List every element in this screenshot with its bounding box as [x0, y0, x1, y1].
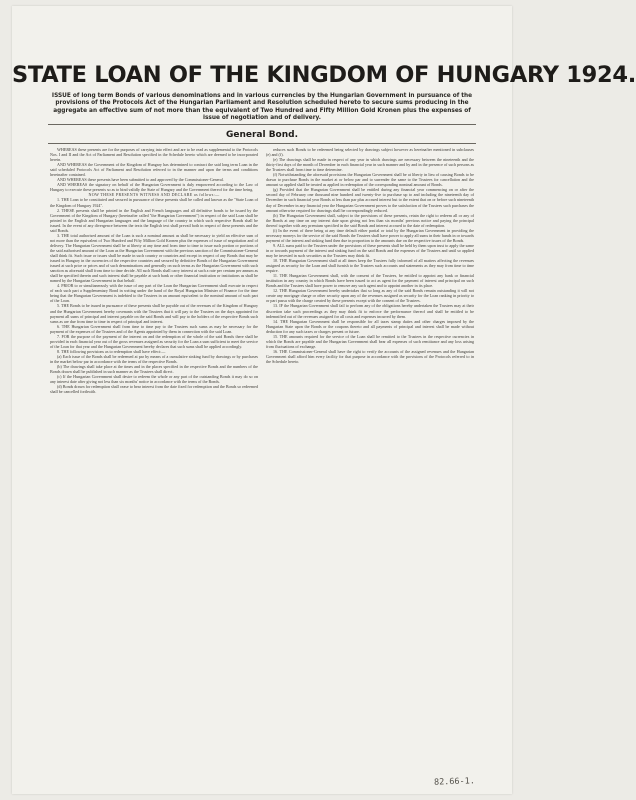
- paragraph: 9. ALL sums paid to the Trustees under the provisions of these presents shall be held by them upon trust to apply the same in or towards payment of the interest and sinking fund on the said Bonds and the expenses of the Trustees and until so applied may be invested in such securities as the Trustees may think fit.: [266, 242, 474, 258]
- document-intro: ISSUE of long term Bonds of various denominations and in various currencies by the Hungarian Government in pursuance of the provisions of the Protocols Act of the Hungarian Parliament and Resolution scheduled hereto to secure sums producing in the aggregate an effective sum of not more than the equivalent of Two Hundred and Fifty Million Gold Kronen plus the expenses of issue of negotiation and of delivery.: [51, 93, 473, 122]
- paragraph: 3. THE total authorised amount of the Loan is such a nominal amount as shall be necessary to yield an effective sum of not more than the equivalent of Two Hundred and Fifty Million Gold Kronen plus the expenses of issue of negotiation and of delivery. The Hungarian Government shall be at liberty at any time and from time to time to issue such portion or portions of the said authorised amount of the Loan as the Hungarian Government with the previous sanction of the Commissioner-General shall think fit. Such issue or issues shall be made in such country or countries and except in respect of any Bonds that may be issued in Hungary in the currencies of the respective countries and secured by definitive Bonds of the Hungarian Government issued at such price or prices and of such denominations and generally on such terms as the Hungarian Government with such sanction as aforesaid shall from time to time decide. All such Bonds shall carry interest at such a rate per centum per annum as shall be specified therein and such interest shall be payable at such bank or other financial institution or institutions as shall be named by the Hungarian Government in that behalf.: [50, 232, 258, 284]
- paragraph: (b) The drawings shall take place at the times and in the places specified in the respective Bonds and the numbers of the Bonds drawn shall be published in such manner as the Trustees shall direct.: [50, 364, 258, 375]
- divider: [48, 124, 476, 125]
- paragraph: 8. THE following provisions as to redemption shall have effect:—: [57, 348, 166, 354]
- body-columns: [50, 147, 474, 767]
- paragraph: (f) Notwithstanding the aforesaid provisions the Hungarian Government shall be at liberty in lieu of causing Bonds to be drawn to purchase Bonds in the market at or below par and to surrender the same to the Trustees for cancellation and the amount so applied shall be treated as applied in redemption of the corresponding nominal amount of Bonds.: [266, 172, 474, 188]
- section-heading: General Bond.: [225, 130, 299, 140]
- paragraph: (d) Bonds drawn for redemption shall cease to bear interest from the date fixed for redemption and the Bonds so redeemed shall be cancelled forthwith.: [50, 384, 258, 395]
- paragraph: 12. THE Hungarian Government hereby undertakes that so long as any of the said Bonds remain outstanding it will not create any mortgage charge or other security upon any of the revenues assigned as security for the Loan ranking in priority to or pari passu with the charge created by these presents except with the consent of the Trustees.: [266, 288, 474, 304]
- paragraph: 6. THE Hungarian Government shall from time to time pay to the Trustees such sums as may be necessary for the payment of the expenses of the Trustees and of the Agents appointed by them in connection with the said Loan.: [50, 323, 258, 334]
- document-title: STATE LOAN OF THE KINGDOM OF HUNGARY 1924.: [12, 62, 636, 88]
- right-column: [266, 147, 474, 767]
- paragraph: AND WHEREAS these presents have been submitted to and approved by the Commissioner-General.: [57, 177, 224, 183]
- paragraph: (i) In the event of there being at any time default either partial or total by the Hungarian Government in providing the necessary moneys for the service of the said Bonds the Trustees shall have power to apply all sums in their hands in or towards payment of the interest and sinking fund then due in proportion to the amounts due on the respective issues of the Bonds.: [266, 227, 474, 243]
- paragraph: AND WHEREAS the signatory on behalf of the Hungarian Government is duly empowered according to the Law of Hungary to execute these presents so as to bind validly the State of Hungary and the Government thereof for the time being.: [50, 182, 258, 193]
- document-page: [12, 6, 636, 794]
- paragraph: AND WHEREAS the Government of the Kingdom of Hungary has determined to contract the said long term Loan in the said scheduled Protocols Act of Parliament and Resolution referred to in the manner and upon the terms and conditions hereinafter contained.: [50, 162, 258, 178]
- paragraph: NOW THESE PRESENTS WITNESS AND DECLARE as follows:—: [88, 192, 220, 198]
- paragraph: (e) The drawings shall be made in respect of any year in which drawings are necessary between the nineteenth and the thirty-first days of the month of December in each financial year in such manner and by and in the presence of such persons as the Trustees shall from time to time determine.: [266, 157, 474, 173]
- paragraph: (g) Provided that the Hungarian Government shall be entitled during any financial year commencing on or after the second day of February one thousand nine hundred and twenty-five to purchase up to and including the nineteenth day of December in such financial year Bonds at less than par plus accrued interest but to the extent that on or before such nineteenth day of December in any financial year the Hungarian Government proves to the satisfaction of the Trustees such purchases the amount otherwise required for drawings shall be correspondingly reduced.: [266, 187, 474, 213]
- paragraph: 13. IF the Hungarian Government shall fail to perform any of the obligations hereby undertaken the Trustees may at their discretion take such proceedings as they may think fit to enforce the performance thereof and shall be entitled to be indemnified out of the revenues assigned for all costs and expenses incurred by them.: [266, 303, 474, 319]
- divider: [48, 143, 476, 144]
- paragraph: (c) If the Hungarian Government shall desire to redeem the whole or any part of the outstanding Bonds it may do so on any interest date after giving not less than six months' notice in accordance with the terms of the Bonds.: [50, 374, 258, 385]
- paragraph: 11. THE Hungarian Government shall, with the consent of the Trustees, be entitled to appoint any bank or financial institution in any country in which Bonds have been issued to act as agent for the payment of interest and principal on such Bonds and the Trustees shall have power to remove any such agent and to appoint another in its place.: [266, 273, 474, 289]
- left-column: [50, 147, 258, 767]
- paragraph: 7. FOR the purpose of the payment of the interest on and the redemption of the whole of the said Bonds there shall be provided in each financial year out of the gross revenues assigned as security for the Loan a sum sufficient to meet the service of the Loan for that year and the Hungarian Government hereby declares that such sums shall be applied accordingly.: [50, 333, 258, 349]
- paragraph: 16. THE Commissioner-General shall have the right to verify the accounts of the assigned revenues and the Hungarian Government shall afford him every facility for that purpose in accordance with the provisions of the Protocols referred to in the Schedule hereto.: [266, 348, 474, 364]
- paragraph: (a) Each issue of the Bonds shall be redeemed at par by means of a cumulative sinking fund by drawings or by purchases in the market below par in accordance with the terms of the respective Bonds.: [50, 353, 258, 364]
- paragraph: 1. THE Loan to be constituted and secured in pursuance of these presents shall be called and known as the "State Loan of the Kingdom of Hungary 1924".: [50, 197, 258, 208]
- paragraph: 2. THESE presents shall be printed in the English and French languages and all definitive bonds to be issued by the Government of the Kingdom of Hungary (hereinafter called "the Hungarian Government") in respect of the said Loan shall be printed in the English and Hungarian languages and the language of the country in which such respective Bonds shall be issued. In the event of any divergence between the texts the English text shall prevail both in respect of these presents and the said Bonds.: [50, 207, 258, 233]
- paragraph: reduces such Bonds to be redeemed being selected by drawings subject however as hereinafter mentioned in subclauses (e) and (f).: [266, 147, 474, 158]
- handwritten-note: 82.66-1.: [433, 776, 476, 788]
- paragraph: 15. THE amounts required for the service of the Loan shall be remitted to the Trustees in the respective currencies in which the Bonds are payable and the Hungarian Government shall bear all expenses of such remittance and any loss arising from fluctuations of exchange.: [266, 333, 474, 349]
- paragraph: WHEREAS these presents are for the purposes of carrying into effect and are to be read as supplemental to the Protocols Nos. I and II and the Act of Parliament and Resolution specified in the Schedule hereto which are deemed to be incorporated herein.: [50, 147, 258, 163]
- paragraph: 14. THE Hungarian Government shall be responsible for all taxes stamp duties and other charges imposed by the Hungarian State upon the Bonds or the coupons thereto and all payments of principal and interest shall be made without deduction for any such taxes or charges present or future.: [266, 318, 474, 334]
- paragraph: 5. THE Bonds to be issued in pursuance of these presents shall be payable out of the revenues of the Kingdom of Hungary and the Hungarian Government hereby covenants with the Trustees that it will pay to the Trustees on the days appointed for payment all sums of principal and interest payable on the said Bonds and will pay to the holders of the respective Bonds such sums as are due from time to time in respect of principal and interest.: [50, 303, 258, 324]
- paragraph: 10. THE Hungarian Government shall at all times keep the Trustees fully informed of all matters affecting the revenues assigned as security for the Loan and shall furnish to the Trustees such accounts and statements as they may from time to time require.: [266, 258, 474, 274]
- paragraph: 4. PRIOR to or simultaneously with the issue of any part of the Loan the Hungarian Government shall execute in respect of each such part a Supplementary Bond in writing under the hand of the Royal Hungarian Minister of Finance for the time being that the Hungarian Government is indebted to the Trustees in an amount equivalent to the nominal amount of such part of the Loan.: [50, 283, 258, 304]
- paragraph: (h) The Hungarian Government shall, subject to the provisions of these presents, retain the right to redeem all or any of the Bonds at any time on any interest date upon giving not less than six months' previous notice and paying the principal thereof together with any premium specified in the said Bonds and interest accrued to the date of redemption.: [266, 212, 474, 228]
